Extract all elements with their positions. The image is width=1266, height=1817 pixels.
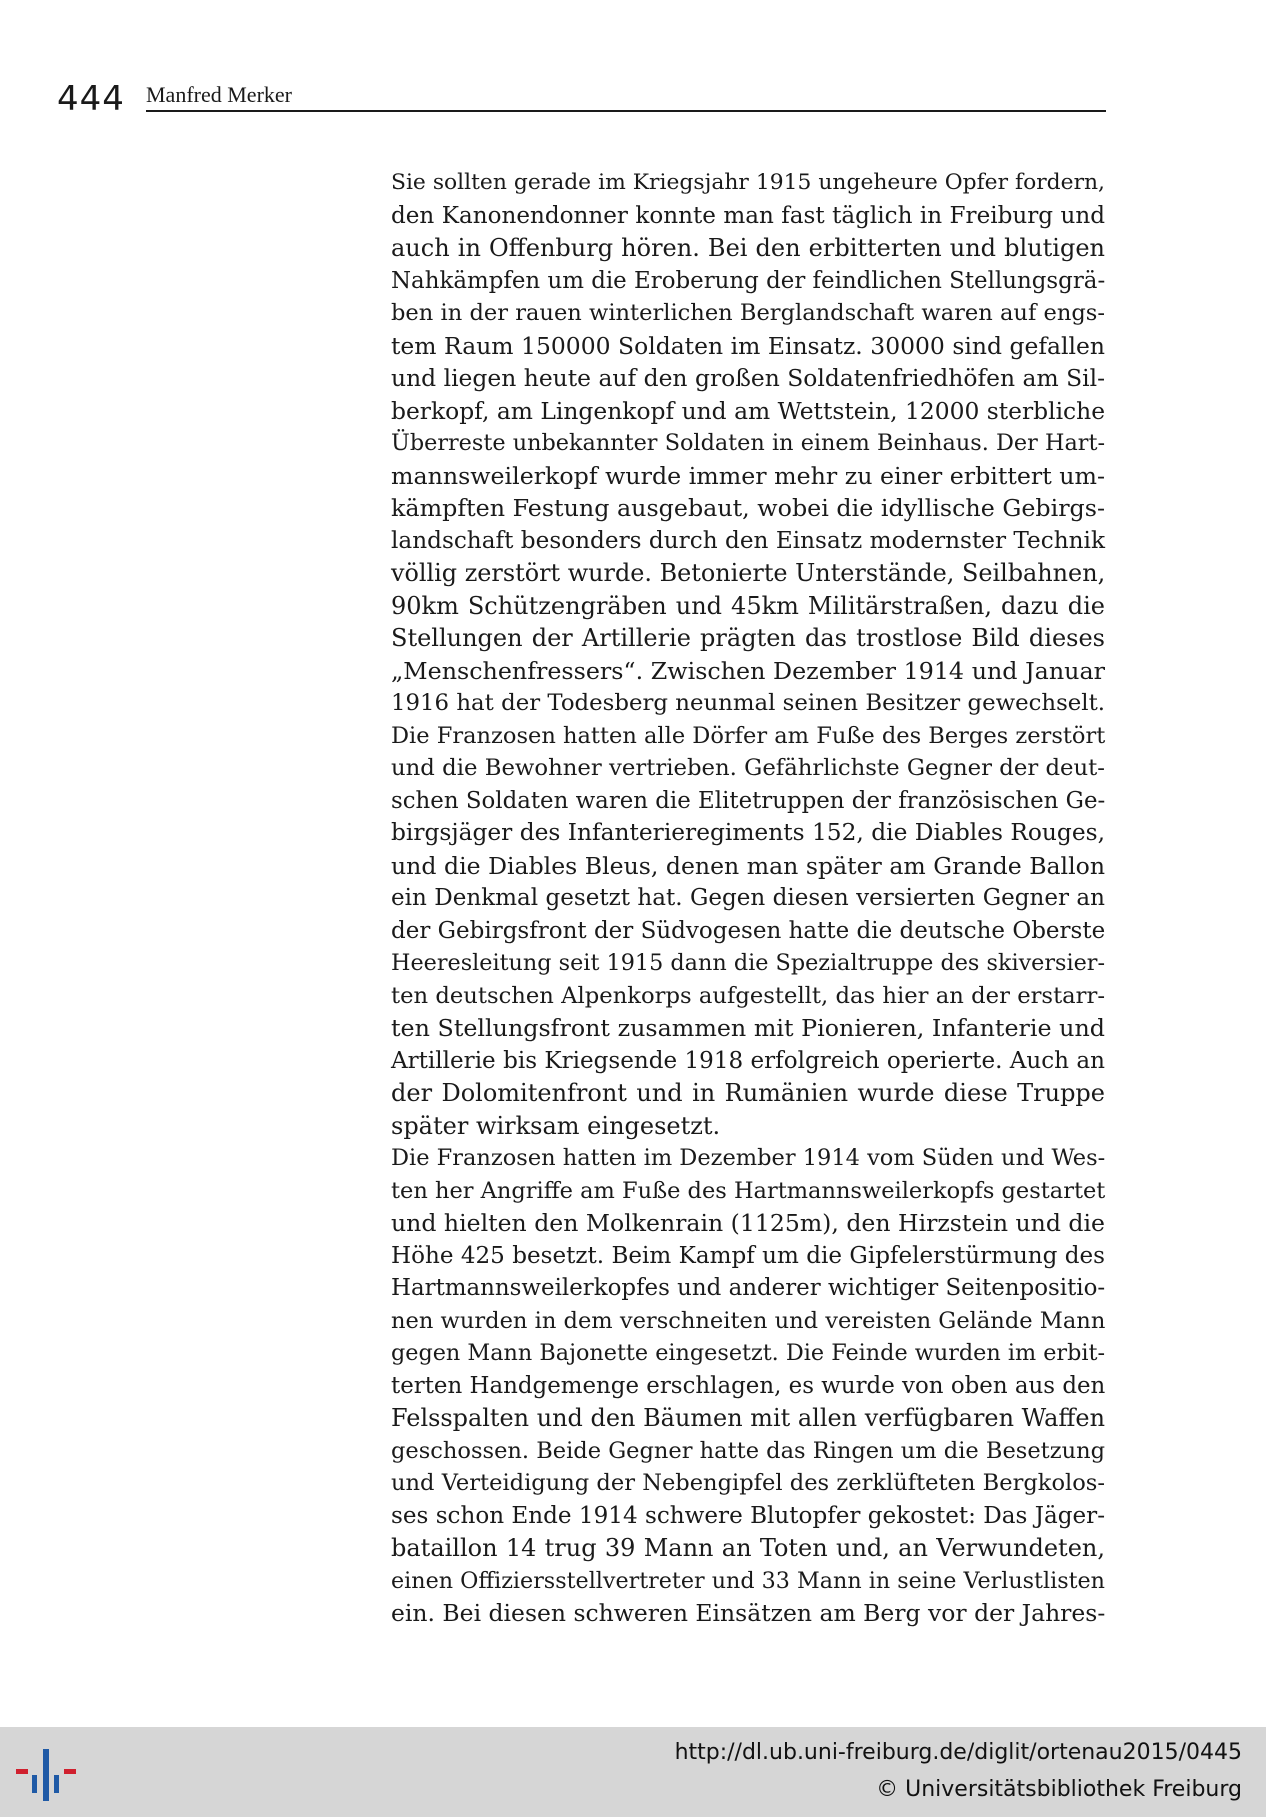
text-line: „Menschenfressers“. Zwischen Dezember 1914 und Januar — [391, 656, 1105, 685]
running-head-author: Manfred Merker — [146, 82, 292, 107]
text-line: ten Stellungsfront zusammen mit Pionieren, Infanterie und — [391, 1014, 1105, 1042]
text-line: ben in der rauen winterlichen Berglandschaft waren auf engs- — [391, 300, 1105, 326]
text-line: ein. Bei diesen schweren Einsätzen am Berg vor der Jahres- — [391, 1599, 1106, 1627]
text-line: geschossen. Beide Gegner hatte das Ringen um die Besetzung — [391, 1437, 1105, 1464]
text-line: und die Diables Bleus, denen man später am Grande Ballon — [391, 851, 1105, 880]
text-line: einen Offiziersstellvertreter und 33 Mann in seine Verlustlisten — [391, 1567, 1105, 1594]
text-line: nen wurden in dem verschneiten und vereisten Gelände Mann — [391, 1307, 1106, 1334]
text-line: Nahkämpfen um die Eroberung der feindlichen Stellungsgrä- — [391, 267, 1106, 294]
text-line: Hartmannsweilerkopfes und anderer wichtiger Seitenpositio- — [391, 1275, 1106, 1301]
text-line: birgsjäger des Infanterieregiments 152, die Diables Rouges, — [391, 819, 1105, 846]
text-line: 1916 hat der Todesberg neunmal seinen Besitzer gewechselt. — [391, 690, 1105, 716]
text-line: und die Bewohner vertrieben. Gefährlichste Gegner der deut- — [391, 755, 1105, 781]
text-line: ten her Angriffe am Fuße des Hartmannsweilerkopfs gestartet — [391, 1177, 1106, 1204]
text-line: terten Handgemenge erschlagen, es wurde von oben aus den — [391, 1372, 1106, 1399]
text-line: Überreste unbekannter Soldaten in einem Beinhaus. Der Hart- — [391, 430, 1105, 456]
text-line: und hielten den Molkenrain (1125m), den Hirzstein und die — [391, 1209, 1105, 1237]
text-line: der Dolomitenfront und in Rumänien wurde diese Truppe — [391, 1079, 1105, 1107]
text-line: den Kanonendonner konnte man fast täglich in Freiburg und — [391, 202, 1105, 229]
ub-freiburg-logo-icon — [14, 1739, 80, 1805]
text-line: berkopf, am Lingenkopf und am Wettstein, 12000 sterbliche — [391, 396, 1106, 425]
text-line: tem Raum 150000 Soldaten im Einsatz. 30000 sind gefallen — [391, 331, 1105, 360]
text-line: Felsspalten und den Bäumen mit allen verfügbaren Waffen — [391, 1404, 1105, 1432]
text-line: bataillon 14 trug 39 Mann an Toten und, an Verwundeten, — [391, 1534, 1105, 1562]
text-line: völlig zerstört wurde. Betonierte Unterstände, Seilbahnen, — [391, 559, 1106, 587]
text-line: landschaft besonders durch den Einsatz modernster Technik — [391, 527, 1105, 554]
text-line: ses schon Ende 1914 schwere Blutopfer gekostet: Das Jäger- — [391, 1502, 1105, 1529]
text-line: 90km Schützengräben und 45km Militärstraßen, dazu die — [391, 591, 1105, 620]
text-line: Stellungen der Artillerie prägten das trostlose Bild dieses — [391, 624, 1105, 652]
text-line: ten deutschen Alpenkorps aufgestellt, das hier an der erstarr- — [391, 982, 1105, 1009]
text-line: Höhe 425 besetzt. Beim Kampf um die Gipfelerstürmung des — [391, 1242, 1105, 1269]
text-line: Artillerie bis Kriegsende 1918 erfolgreich operierte. Auch an — [391, 1047, 1105, 1074]
text-line: kämpften Festung ausgebaut, wobei die idyllische Gebirgs- — [391, 494, 1105, 522]
text-line: Die Franzosen hatten alle Dörfer am Fuße des Berges zerstört — [391, 722, 1106, 749]
body-text — [391, 167, 1105, 1630]
page-number: 444 — [57, 79, 125, 119]
text-line: Die Franzosen hatten im Dezember 1914 vom Süden und Wes- — [391, 1145, 1106, 1171]
text-line: auch in Offenburg hören. Bei den erbitterten und blutigen — [391, 234, 1105, 262]
text-line: Heeresleitung seit 1915 dann die Spezialtruppe des skiversier- — [391, 950, 1105, 976]
text-line: mannsweilerkopf wurde immer mehr zu einer erbittert um- — [391, 461, 1105, 490]
text-line: und Verteidigung der Nebengipfel des zerklüfteten Bergkolos- — [391, 1470, 1105, 1496]
footer-copyright: © Universitätsbibliothek Freiburg — [876, 1777, 1242, 1802]
text-line: schen Soldaten waren die Elitetruppen der französischen Ge- — [391, 787, 1106, 814]
text-line: gegen Mann Bajonette eingesetzt. Die Feinde wurden im erbit- — [391, 1340, 1105, 1366]
text-line: und liegen heute auf den großen Soldatenfriedhöfen am Sil- — [391, 364, 1105, 392]
text-line: der Gebirgsfront der Südvogesen hatte die deutsche Oberste — [391, 917, 1106, 944]
text-line: Sie sollten gerade im Kriegsjahr 1915 ungeheure Opfer fordern, — [391, 170, 1105, 195]
text-line: ein Denkmal gesetzt hat. Gegen diesen versierten Gegner an — [391, 885, 1105, 911]
header-rule — [146, 110, 1106, 112]
footer-url-link[interactable]: http://dl.ub.uni-freiburg.de/diglit/ortenau2015/0445 — [674, 1740, 1242, 1765]
text-line: später wirksam eingesetzt. — [391, 1111, 721, 1140]
